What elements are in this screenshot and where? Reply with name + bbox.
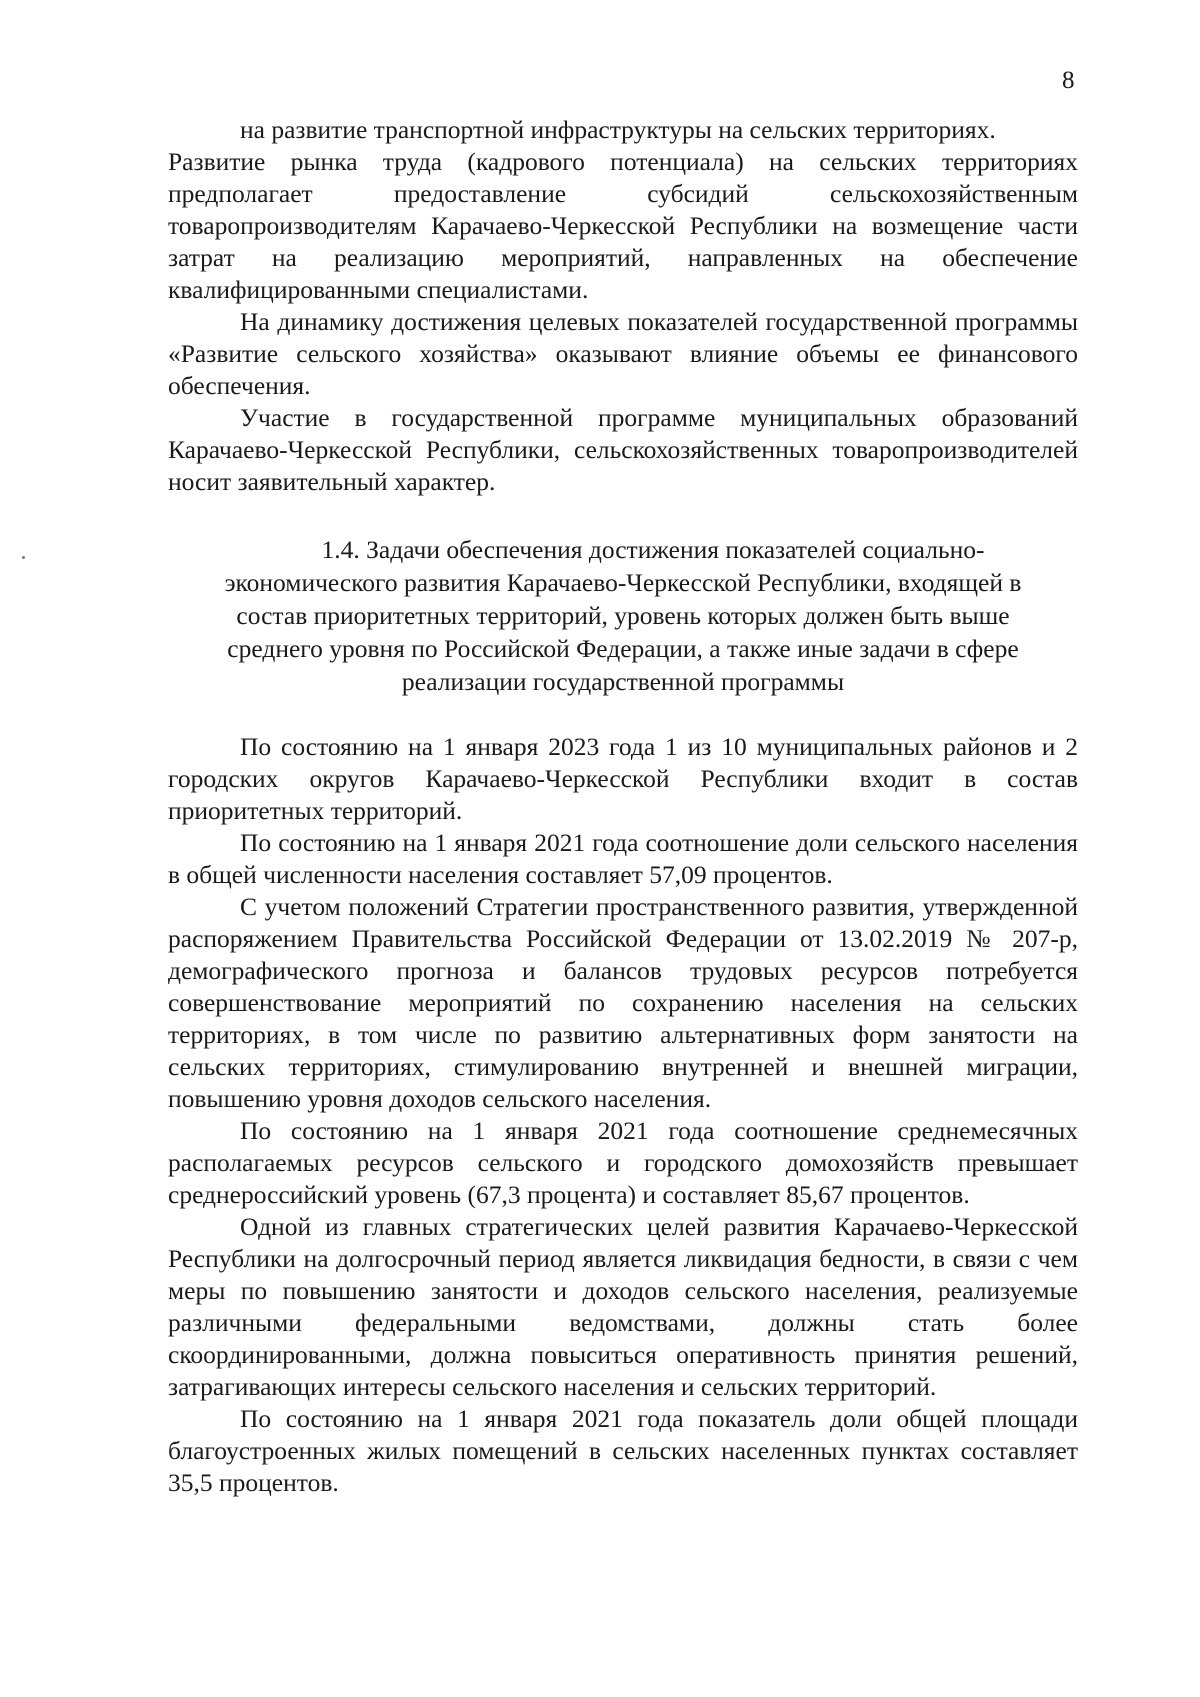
heading-line: состав приоритетных территорий, уровень которых должен быть выше: [236, 601, 1010, 630]
scan-speck: [22, 556, 25, 559]
section-heading: [168, 533, 1078, 698]
top-text-block: [168, 114, 1078, 498]
heading-line: экономического развития Карачаево-Черкесской Республики, входящей в: [224, 568, 1022, 597]
heading-line: 1.4. Задачи обеспечения достижения показателей социально-: [321, 535, 985, 564]
paragraph-priority-territories: По состоянию на 1 января 2023 года 1 из 10 муниципальных районов и 2 городских округов Карачаево-Черкесской Республики входит в состав приоритетных территорий.: [168, 732, 1078, 825]
paragraph-spatial-strategy: С учетом положений Стратегии пространственного развития, утвержденной распоряжением Правительства Российской Федерации от 13.02.2019 № 207-р, демографического прогноза и балансов трудовых ресурсов потребуется совершенствование мероприятий по сохранению населения на сельских территориях, в том числе по развитию альтернативных форм занятости на сельских территориях, стимулированию внутренней и внешней миграции, повышению уровня доходов сельского населения.: [168, 892, 1078, 1113]
paragraph-participation: Участие в государственной программе муниципальных образований Карачаево-Черкесской Республики, сельскохозяйственных товаропроизводителей носит заявительный характер.: [168, 403, 1078, 496]
paragraph-continuation: на развитие транспортной инфраструктуры на сельских территориях.: [240, 115, 996, 144]
paragraph-poverty-goal: Одной из главных стратегических целей развития Карачаево-Черкесской Республики на долгосрочный период является ликвидация бедности, в связи с чем меры по повышению занятости и доходов сельского населения, реализуемые различными федеральными ведомствами, должны стать более скоординированными, должна повыситься оперативность принятия решений, затрагивающих интересы сельского населения и сельских территорий.: [168, 1212, 1078, 1401]
heading-line: среднего уровня по Российской Федерации, а также иные задачи в сфере: [227, 634, 1019, 663]
paragraph-housing-share: По состоянию на 1 января 2021 года показатель доли общей площади благоустроенных жилых помещений в сельских населенных пунктах составляет 35,5 процентов.: [168, 1404, 1078, 1497]
paragraph-rural-population-share: По состоянию на 1 января 2021 года соотношение доли сельского населения в общей численности населения составляет 57,09 процентов.: [168, 828, 1078, 889]
heading-line: реализации государственной программы: [401, 667, 845, 696]
bottom-text-block: [168, 731, 1078, 1499]
paragraph-labor-market: Развитие рынка труда (кадрового потенциала) на сельских территориях предполагает предоставление субсидий сельскохозяйственным товаропроизводителям Карачаево-Черкесской Республики на возмещение части затрат на реализацию мероприятий, направленных на обеспечение квалифицированными специалистами.: [168, 147, 1078, 304]
paragraph-household-resources: По состоянию на 1 января 2021 года соотношение среднемесячных располагаемых ресурсов сельского и городского домохозяйств превышает среднероссийский уровень (67,3 процента) и составляет 85,67 процентов.: [168, 1116, 1078, 1209]
page-number: 8: [1062, 67, 1075, 94]
paragraph-target-dynamics: На динамику достижения целевых показателей государственной программы «Развитие сельского хозяйства» оказывают влияние объемы ее финансового обеспечения.: [168, 307, 1078, 400]
